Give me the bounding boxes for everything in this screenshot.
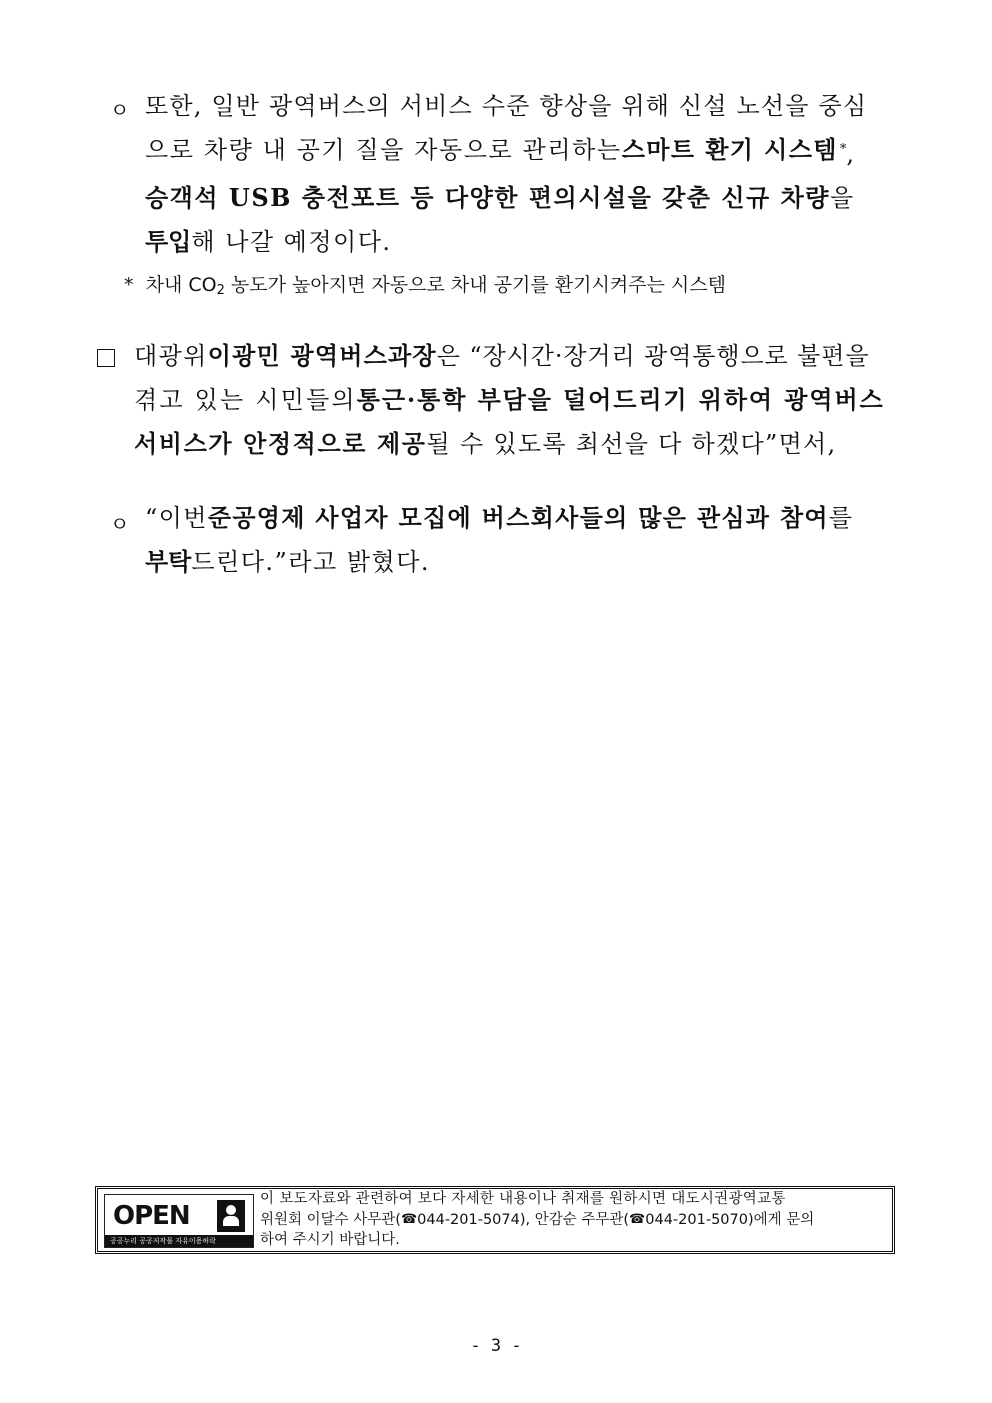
- text-run: 될 수 있도록 최선을 다 하겠다”면서,: [426, 430, 837, 458]
- para2-line-1: [134, 334, 897, 378]
- text-run-bold: 이광민 광역버스과장: [207, 341, 437, 370]
- footnote-text-b: 농도가 높아지면 자동으로 차내 공기를 환기시켜주는 시스템: [224, 274, 726, 296]
- contact-text-run: 이 보도자료와 관련하여 보다 자세한 내용이나 취재를 원하시면 대도시권광역교통: [260, 1191, 786, 1207]
- text-run: 은 “장시간·장거리 광역통행으로 불편을: [436, 342, 870, 370]
- text-run: 또한, 일반 광역버스의 서비스 수준 향상을 위해 신설 노선을 중심: [145, 92, 868, 120]
- contact-text: [260, 1189, 890, 1251]
- para1-line-3: [145, 176, 897, 220]
- footnote-asterisk: *: [124, 274, 134, 296]
- paragraph-director-quote: [134, 334, 897, 466]
- checkbox-square-bullet: [97, 349, 115, 367]
- text-run-bold: 승객석 USB 충전포트 등 다양한 편의시설을 갖춘 신규 차량: [145, 183, 830, 212]
- footnote-mark: *,: [839, 140, 855, 168]
- page-number: - 3 -: [470, 1336, 522, 1356]
- contact-info-box: [95, 1186, 895, 1254]
- contact-text-run: 하여 주시기 바랍니다.: [260, 1232, 400, 1248]
- contact-text-run: 위원회 이달수 사무관(: [260, 1211, 401, 1228]
- contact-line-1: [260, 1189, 890, 1210]
- para1-line-1: [145, 84, 897, 128]
- para2-line-3: [134, 422, 897, 466]
- para3-line-1: [145, 496, 897, 540]
- para2-line-2: [134, 378, 897, 422]
- open-wordmark: OPEN: [113, 1201, 190, 1231]
- text-run-bold: 준공영제 사업자 모집에 버스회사들의 많은 관심과 참여: [207, 503, 829, 532]
- text-run: “이번: [145, 504, 208, 532]
- text-run: 해 나갈 예정이다.: [191, 228, 392, 256]
- contact-phone-2: 044-201-5070)에게 문의: [645, 1211, 815, 1228]
- bullet-marker: ㅇ: [110, 98, 130, 122]
- open-logo-caption: 공공누리 공공저작물 자유이용허락: [105, 1235, 253, 1247]
- attribution-person-icon: [217, 1200, 245, 1232]
- text-run: 으로 차량 내 공기 질을 자동으로 관리하는: [145, 136, 622, 164]
- para1-line-4: [145, 220, 897, 264]
- bullet-marker: ㅇ: [110, 512, 130, 536]
- text-run: 겪고 있는 시민들의: [134, 386, 357, 414]
- text-run-bold: 부탁: [145, 547, 192, 576]
- phone-icon: ☎: [400, 1211, 418, 1227]
- text-run: 드린다.”라고 밝혔다.: [191, 548, 431, 576]
- text-run-bold: 스마트 환기 시스템: [621, 135, 838, 164]
- paragraph-smart-ventilation: [145, 84, 897, 264]
- footnote-subscript: 2: [216, 283, 225, 298]
- para1-line-2: [145, 128, 897, 176]
- contact-line-2: [260, 1210, 890, 1231]
- text-run-bold: 서비스가 안정적으로 제공: [134, 429, 427, 458]
- contact-line-3: [260, 1230, 890, 1251]
- text-run-bold: 통근·통학 부담을 덜어드리기 위하여 광역버스: [356, 385, 885, 414]
- footnote: [124, 270, 864, 306]
- text-run-bold: 투입: [145, 227, 192, 256]
- text-run: 을: [829, 184, 854, 212]
- contact-phone-1: 044-201-5074), 안감순 주무관(: [417, 1211, 630, 1228]
- phone-icon: ☎: [629, 1211, 646, 1227]
- paragraph-call-for-participation: [145, 496, 897, 584]
- footnote-text-a: 차내 CO: [145, 274, 217, 296]
- para3-line-2: [145, 540, 897, 584]
- kogl-open-license-logo: [104, 1194, 254, 1248]
- text-run: 를: [828, 504, 853, 532]
- text-run: 대광위: [134, 342, 208, 370]
